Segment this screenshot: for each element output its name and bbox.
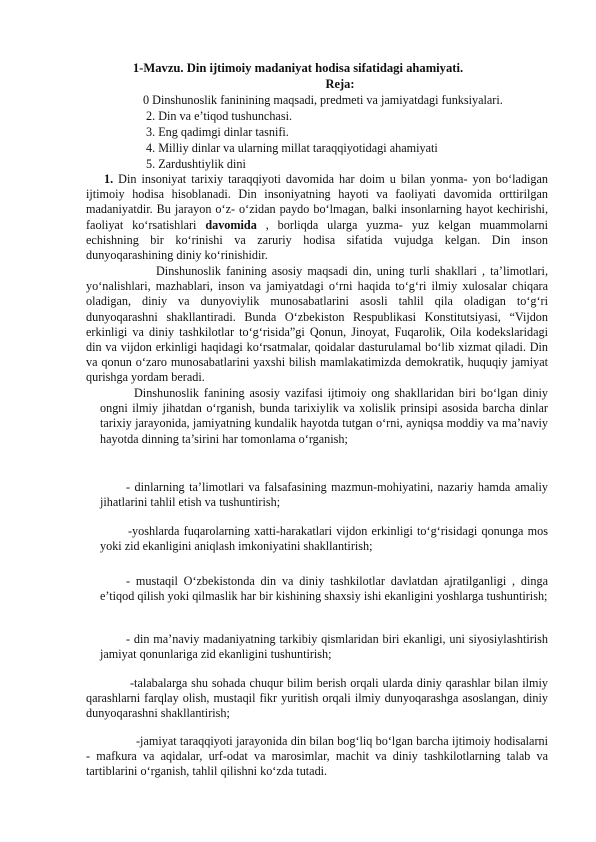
paragraph-6: - mustaqil O‘zbekistonda din va diniy tashkilotlar davlatdan ajratilganligi , dinga e’tiqod qilish yoki qilmaslik har bir kishining shaxsiy ishi ekanligini yoshlarga tushuntirish; [100,574,548,604]
plan-item-2: 2. Din va e’tiqod tushunchasi. [146,109,293,123]
document-title: 1-Mavzu. Din ijtimoiy madaniyat hodisa sifatidagi ahamiyati. [132,61,464,75]
paragraph-8: -talabalarga shu sohada chuqur bilim berish orqali ularda diniy qarashlar bilan ilmiy qarashlarni farqlay olish, mustaqil fikr yuritish orqali ilmiy dunyoqarashga asoslangan, diniy dunyoqarashni shakllantirish; [86,676,548,721]
plan-item-4: 4. Milliy dinlar va ularning millat taraqqiyotidagi ahamiyati [146,141,438,155]
paragraph-2: Dinshunoslik fanining asosiy maqsadi din, uning turli shakllari , ta’limotlari, yo‘nalishlari, mazhablari, inson va jamiyatdagi o‘rni haqida to‘g‘ri ilmiy xulosalar chiqara oladigan, diniy va dunyoviylik munosabatlarini asosli tahlil qila oladigan to‘g‘ri dunyoqarashni shakllantiradi. Bunda O‘zbekiston Respublikasi Konstitutsiyasi, “Vijdon erkinligi va diniy tashkilotlar to‘g‘risida”gi Qonun, Jinoyat, Fuqarolik, Oila kodekslaridagi din va vijdon erkinligi haqidagi ko‘rsatmalar, qoidalar dasturulamal bo‘lib xizmat qiladi. Din va qonun o‘zaro munosabatlarini yaxshi bilish mamlakatimizda demokratik, huquqiy jamiyat qurishga yordam beradi. [86,264,548,385]
paragraph-1 [86,172,548,263]
plan-item-3: 3. Eng qadimgi dinlar tasnifi. [146,125,289,139]
paragraph-1-bold-word: davomida [205,217,257,232]
paragraph-5: -yoshlarda fuqarolarning xatti-harakatlari vijdon erkinligi to‘g‘risidagi qonunga mos yoki zid ekanligini aniqlash imkoniyatini shakllantirish; [100,524,548,554]
plan-item-5: 5. Zardushtiylik dini [146,157,246,171]
plan-heading: Reja: [325,77,355,91]
paragraph-3: Dinshunoslik fanining asosiy vazifasi ijtimoiy ong shakllaridan biri bo‘lgan diniy ongni ilmiy jihatdan o‘rganish, bunda tarixiylik va xolislik prinsipi asosida barcha dinlar tarixiy jarayonida, jamiyatning kundalik hayotda tutgan o‘rni, ayniqsa moddiy va ma’naviy hayotda dinning ta’sirini har tomonlama o‘rganish; [100,386,548,446]
paragraph-9: -jamiyat taraqqiyoti jarayonida din bilan bog‘liq bo‘lgan barcha ijtimoiy hodisalarni - mafkura va aqidalar, urf-odat va marosimlar, machit va diniy tashkilotlarning talab va tartiblarini o‘rganish, tahlil qilishni ko‘zda tutadi. [86,734,548,779]
paragraph-4: - dinlarning ta’limotlari va falsafasining mazmun-mohiyatini, nazariy hamda amaliy jihatlarini tahlil etish va tushuntirish; [100,480,548,510]
paragraph-7: - din ma’naviy madaniyatning tarkibiy qismlaridan biri ekanligi, uni siyosiylashtirish jamiyat qonunlariga zid ekanligini tushuntirish; [100,632,548,662]
paragraph-1-number: 1. [104,172,114,186]
paragraph-1-text: Din insoniyat tarixiy taraqqiyoti davomida har doim u bilan yonma- yon bo‘ladigan ijtimoiy hodisa hisoblanadi. Din insoniyatning hayoti va faoliyati davomida orttirilgan madaniyatdir. Bu jarayon o‘z- o‘zidan paydo bo‘lmagan, balki insonlarning hayot kechirishi, faoliyat ko‘rsatishlari [86,172,548,232]
plan-item-1: 0 Dinshunoslik faninining maqsadi, predmeti va jamiyatdagi funksiyalari. [143,93,503,107]
paragraph-1-tail: , borliqda ularga yuzma- yuz kelgan muammolarni echishning bir ko‘rinishi va zaruriy hodisa sifatida vujudga kelgan. Din inson dunyoqarashining diniy ko‘rinishidir. [86,217,548,263]
